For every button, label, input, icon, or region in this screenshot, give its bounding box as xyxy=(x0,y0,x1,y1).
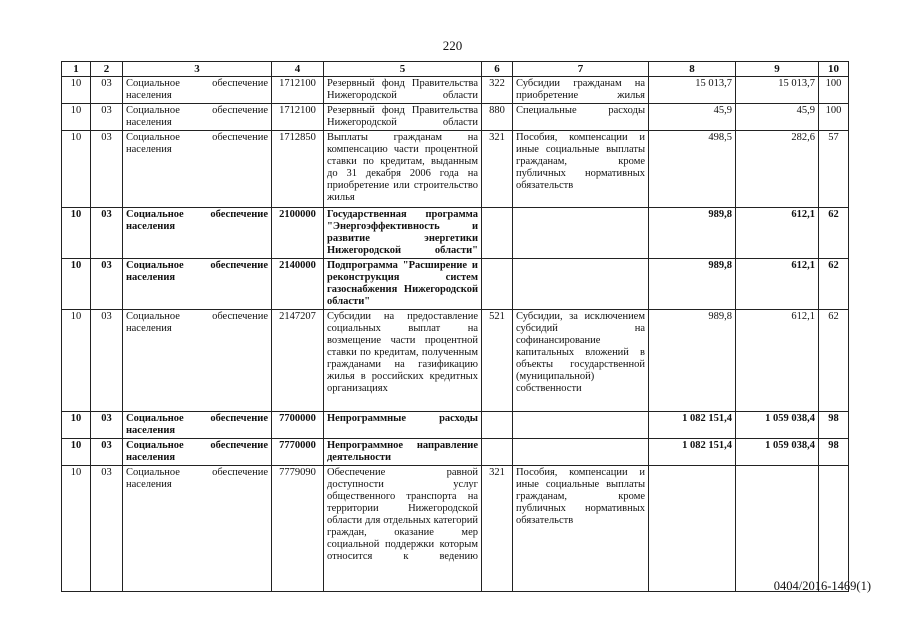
expense-type-code: 321 xyxy=(482,131,513,208)
expense-type-code xyxy=(482,208,513,259)
subsection-code: 03 xyxy=(91,104,123,131)
section-code: 10 xyxy=(62,259,91,310)
target-article-name: Подпрограмма "Расширение и реконструкция систем газоснабжения Нижегородской области" xyxy=(324,259,482,310)
execution-percent: 57 xyxy=(819,131,849,208)
expense-type-code: 321 xyxy=(482,466,513,592)
executed-amount: 282,6 xyxy=(736,131,819,208)
header-cell: 8 xyxy=(649,62,736,77)
target-article-code: 7779090 xyxy=(272,466,324,592)
header-cell: 9 xyxy=(736,62,819,77)
planned-amount: 45,9 xyxy=(649,104,736,131)
subsection-code: 03 xyxy=(91,208,123,259)
executed-amount: 1 059 038,4 xyxy=(736,412,819,439)
table-row xyxy=(62,104,849,131)
expense-type-code xyxy=(482,259,513,310)
table-row xyxy=(62,412,849,439)
expense-type-name: Субсидии, за исключением субсидий на софинансирование капитальных вложений в объекты государственной (муниципальной) собственности xyxy=(513,310,649,412)
document-code: 0404/2016-1469(1) xyxy=(773,579,871,593)
section-code: 10 xyxy=(62,208,91,259)
target-article-code: 2100000 xyxy=(272,208,324,259)
subsection-name: Социальное обеспечение населения xyxy=(123,208,272,259)
header-cell: 3 xyxy=(123,62,272,77)
target-article-code: 2140000 xyxy=(272,259,324,310)
execution-percent xyxy=(819,466,849,592)
execution-percent: 98 xyxy=(819,439,849,466)
planned-amount: 989,8 xyxy=(649,310,736,412)
subsection-code: 03 xyxy=(91,412,123,439)
planned-amount xyxy=(649,466,736,592)
executed-amount: 612,1 xyxy=(736,208,819,259)
executed-amount xyxy=(736,466,819,592)
planned-amount: 498,5 xyxy=(649,131,736,208)
target-article-code: 1712100 xyxy=(272,104,324,131)
target-article-name: Непрограммное направление деятельности xyxy=(324,439,482,466)
executed-amount: 612,1 xyxy=(736,310,819,412)
subsection-code: 03 xyxy=(91,310,123,412)
section-code: 10 xyxy=(62,466,91,592)
expense-type-name xyxy=(513,439,649,466)
target-article-name: Резервный фонд Правительства Нижегородской области xyxy=(324,104,482,131)
budget-table xyxy=(61,61,849,592)
expense-type-code: 521 xyxy=(482,310,513,412)
subsection-name: Социальное обеспечение населения xyxy=(123,77,272,104)
header-cell: 10 xyxy=(819,62,849,77)
page-number: 220 xyxy=(442,38,463,53)
header-cell: 7 xyxy=(513,62,649,77)
expense-type-name: Пособия, компенсации и иные социальные выплаты гражданам, кроме публичных нормативных обязательств xyxy=(513,466,649,592)
executed-amount: 45,9 xyxy=(736,104,819,131)
target-article-name: Выплаты гражданам на компенсацию части процентной ставки по кредитам, выданным до 31 декабря 2006 года на приобретение или строительство жилья xyxy=(324,131,482,208)
expense-type-name xyxy=(513,412,649,439)
execution-percent: 62 xyxy=(819,310,849,412)
execution-percent: 100 xyxy=(819,77,849,104)
subsection-code: 03 xyxy=(91,131,123,208)
executed-amount: 15 013,7 xyxy=(736,77,819,104)
planned-amount: 15 013,7 xyxy=(649,77,736,104)
target-article-code: 2147207 xyxy=(272,310,324,412)
subsection-code: 03 xyxy=(91,259,123,310)
execution-percent: 62 xyxy=(819,208,849,259)
execution-percent: 62 xyxy=(819,259,849,310)
section-code: 10 xyxy=(62,310,91,412)
target-article-code: 1712100 xyxy=(272,77,324,104)
expense-type-name xyxy=(513,208,649,259)
subsection-code: 03 xyxy=(91,439,123,466)
section-code: 10 xyxy=(62,104,91,131)
table-row xyxy=(62,131,849,208)
expense-type-code: 880 xyxy=(482,104,513,131)
expense-type-name xyxy=(513,259,649,310)
header-cell: 4 xyxy=(272,62,324,77)
subsection-name: Социальное обеспечение населения xyxy=(123,104,272,131)
section-code: 10 xyxy=(62,439,91,466)
execution-percent: 98 xyxy=(819,412,849,439)
executed-amount: 612,1 xyxy=(736,259,819,310)
target-article-code: 7770000 xyxy=(272,439,324,466)
table-row xyxy=(62,77,849,104)
expense-type-name: Специальные расходы xyxy=(513,104,649,131)
header-cell: 6 xyxy=(482,62,513,77)
section-code: 10 xyxy=(62,131,91,208)
expense-type-code xyxy=(482,439,513,466)
executed-amount: 1 059 038,4 xyxy=(736,439,819,466)
planned-amount: 1 082 151,4 xyxy=(649,439,736,466)
target-article-code: 1712850 xyxy=(272,131,324,208)
table-row xyxy=(62,208,849,259)
table-row xyxy=(62,310,849,412)
target-article-code: 7700000 xyxy=(272,412,324,439)
table-row xyxy=(62,466,849,592)
subsection-name: Социальное обеспечение населения xyxy=(123,310,272,412)
target-article-name: Государственная программа "Энергоэффективность и развитие энергетики Нижегородской области" xyxy=(324,208,482,259)
expense-type-code: 322 xyxy=(482,77,513,104)
table-row xyxy=(62,259,849,310)
execution-percent: 100 xyxy=(819,104,849,131)
planned-amount: 989,8 xyxy=(649,259,736,310)
expense-type-name: Пособия, компенсации и иные социальные выплаты гражданам, кроме публичных нормативных обязательств xyxy=(513,131,649,208)
table-row xyxy=(62,439,849,466)
planned-amount: 989,8 xyxy=(649,208,736,259)
header-cell: 2 xyxy=(91,62,123,77)
target-article-name: Резервный фонд Правительства Нижегородской области xyxy=(324,77,482,104)
subsection-code: 03 xyxy=(91,466,123,592)
header-row xyxy=(62,62,849,77)
subsection-name: Социальное обеспечение населения xyxy=(123,466,272,592)
subsection-name: Социальное обеспечение населения xyxy=(123,412,272,439)
target-article-name: Субсидии на предоставление социальных выплат на возмещение части процентной ставки по кредитам, полученным гражданами на газификацию жилья в российских кредитных организациях xyxy=(324,310,482,412)
header-cell: 1 xyxy=(62,62,91,77)
expense-type-name: Субсидии гражданам на приобретение жилья xyxy=(513,77,649,104)
subsection-name: Социальное обеспечение населения xyxy=(123,439,272,466)
section-code: 10 xyxy=(62,77,91,104)
header-cell: 5 xyxy=(324,62,482,77)
expense-type-code xyxy=(482,412,513,439)
section-code: 10 xyxy=(62,412,91,439)
target-article-name: Непрограммные расходы xyxy=(324,412,482,439)
target-article-name: Обеспечение равной доступности услуг общественного транспорта на территории Нижегородской области для отдельных категорий граждан, оказание мер социальной поддержки которым относится к ведению xyxy=(324,466,482,592)
planned-amount: 1 082 151,4 xyxy=(649,412,736,439)
subsection-code: 03 xyxy=(91,77,123,104)
subsection-name: Социальное обеспечение населения xyxy=(123,131,272,208)
subsection-name: Социальное обеспечение населения xyxy=(123,259,272,310)
